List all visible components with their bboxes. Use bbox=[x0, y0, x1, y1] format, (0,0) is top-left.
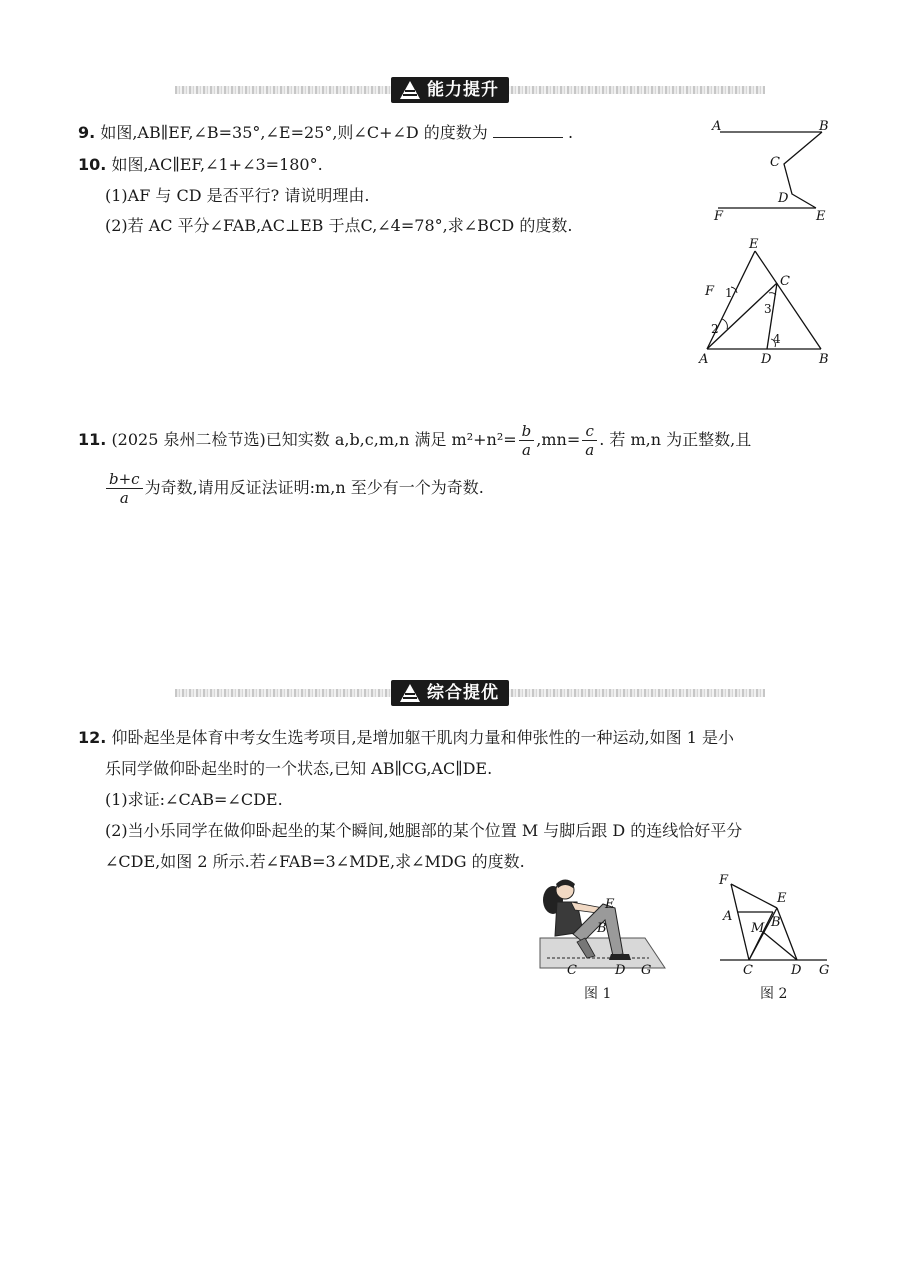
question-10-part1: (1)AF 与 CD 是否平行? 请说明理由. bbox=[105, 186, 370, 205]
label-A: A bbox=[699, 352, 709, 367]
question-12-part1: (1)求证:∠CAB=∠CDE. bbox=[105, 790, 283, 809]
label-D: D bbox=[791, 963, 802, 978]
fraction-bc-over-a: $\frac{b+c}{a}$ bbox=[106, 470, 143, 507]
question-12-line2: 乐同学做仰卧起坐时的一个状态,已知 AB∥CG,AC∥DE. bbox=[105, 759, 493, 778]
figure-q10 bbox=[695, 235, 845, 370]
question-number: 9. bbox=[78, 123, 96, 142]
label-B: B bbox=[597, 921, 607, 936]
figure-1-caption: 图 1 bbox=[584, 986, 612, 1002]
question-number: 11. bbox=[78, 430, 107, 449]
label-E: E bbox=[605, 897, 615, 912]
label-angle-3: 3 bbox=[764, 302, 772, 316]
question-11-line2: $\frac{b+c}{a}$ 为奇数,请用反证法证明:m,n 至少有一个为奇数. bbox=[104, 470, 484, 507]
label-B: B bbox=[819, 119, 829, 134]
question-12: 12. 仰卧起坐是体育中考女生选考项目,是增加躯干肌肉力量和伸张性的一种运动,如图 1 是小 bbox=[78, 728, 734, 747]
question-9: 9. 如图,AB∥EF,∠B=35°,∠E=25°,则∠C+∠D 的度数为 . bbox=[78, 123, 574, 142]
label-D: D bbox=[778, 191, 789, 206]
figure-2-caption: 图 2 bbox=[760, 986, 788, 1002]
label-B: B bbox=[819, 352, 829, 367]
label-B: B bbox=[771, 915, 781, 930]
label-C: C bbox=[743, 963, 753, 978]
label-G: G bbox=[819, 963, 830, 978]
label-F: F bbox=[705, 284, 715, 299]
label-M: M bbox=[751, 921, 765, 936]
question-11: 11. (2025 泉州二检节选)已知实数 a,b,c,m,n 满足 m²+n²= $\frac{b}{a}$ ,mn= $\frac{c}{a}$ . 若 m,n 为正整数,且 bbox=[78, 422, 752, 459]
fraction-c-over-a: $\frac{c}{a}$ bbox=[582, 422, 597, 459]
question-10-part2: (2)若 AC 平分∠FAB,AC⊥EB 于点C,∠4=78°,求∠BCD 的度数. bbox=[105, 216, 573, 235]
section-banner-comprehensive bbox=[175, 680, 765, 706]
figure-2 bbox=[715, 870, 840, 980]
label-E: E bbox=[816, 209, 826, 224]
question-text: 如图,AB∥EF,∠B=35°,∠E=25°,则∠C+∠D 的度数为 bbox=[100, 123, 488, 142]
label-C: C bbox=[770, 155, 780, 170]
label-angle-4: 4 bbox=[773, 332, 781, 346]
answer-blank[interactable] bbox=[493, 123, 563, 138]
fraction-b-over-a: $\frac{b}{a}$ bbox=[519, 422, 535, 459]
question-text: 如图,AC∥EF,∠1+∠3=180°. bbox=[111, 155, 323, 174]
section-title: 综合提优 bbox=[427, 683, 499, 703]
label-D: D bbox=[615, 963, 626, 978]
label-angle-2: 2 bbox=[711, 322, 719, 336]
figure-1-situp bbox=[525, 872, 675, 978]
label-G: G bbox=[641, 963, 652, 978]
question-number: 12. bbox=[78, 728, 107, 747]
label-C: C bbox=[567, 963, 577, 978]
question-10 bbox=[78, 154, 323, 176]
label-E: E bbox=[749, 237, 759, 252]
label-E: E bbox=[777, 891, 787, 906]
question-number: 10. bbox=[78, 155, 107, 174]
figure-q9 bbox=[700, 112, 850, 227]
section-banner-ability bbox=[175, 77, 765, 103]
question-12-line5: ∠CDE,如图 2 所示.若∠FAB=3∠MDE,求∠MDG 的度数. bbox=[105, 852, 525, 871]
question-12-part2: (2)当小乐同学在做仰卧起坐的某个瞬间,她腿部的某个位置 M 与脚后跟 D 的连线恰好平分 bbox=[105, 821, 743, 840]
label-F: F bbox=[714, 209, 724, 224]
section-title: 能力提升 bbox=[427, 80, 499, 100]
label-A: A bbox=[723, 909, 733, 924]
label-F: F bbox=[719, 873, 729, 888]
mountain-triangle-icon bbox=[399, 80, 421, 100]
label-angle-1: 1 bbox=[725, 286, 733, 300]
label-A: A bbox=[712, 119, 722, 134]
mountain-triangle-icon bbox=[399, 683, 421, 703]
label-C: C bbox=[780, 274, 790, 289]
label-D: D bbox=[761, 352, 772, 367]
